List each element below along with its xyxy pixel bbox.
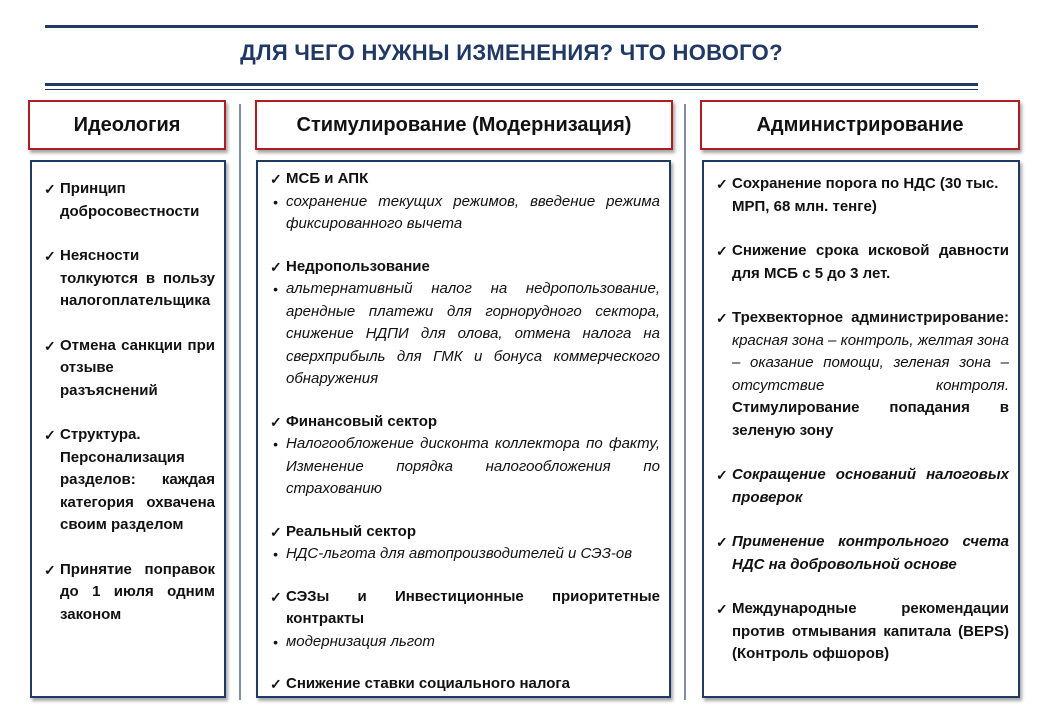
check-icon: ✓	[44, 427, 56, 443]
check-icon: ✓	[270, 676, 282, 692]
bullet-icon: •	[273, 281, 278, 297]
top-rule	[45, 25, 978, 28]
ideology-header-label: Идеология	[73, 113, 181, 136]
admin-panel	[702, 160, 1020, 698]
check-icon: ✓	[716, 176, 728, 192]
admin-item: ✓ Сохранение порога по НДС (30 тыс. МРП, 68 млн. тенге)	[716, 175, 999, 215]
ideology-item: ✓ Отмена санкции при отзыве разъяснений	[44, 336, 215, 399]
bullet-icon: •	[273, 193, 278, 210]
ideology-panel	[30, 160, 226, 698]
check-icon: ✓	[716, 243, 728, 259]
check-icon: ✓	[270, 171, 282, 187]
admin-item: ✓ Трехвекторное администрирование: красная зона – контроль, желтая зона – оказание помощи, зеленая зона – отсутствие контроля. Стимулирование попадания в зеленую зону	[716, 309, 1009, 439]
check-icon: ✓	[270, 588, 282, 605]
ideology-item: ✓ Структура. Персонализация разделов: каждая категория охвачена своим разделом	[44, 426, 215, 533]
stimulation-header-label: Стимулирование (Модернизация)	[296, 113, 632, 136]
stimulation-item-title: ✓ МСБ и АПК	[266, 168, 660, 191]
stimulation-item-detail: • модернизация льгот	[266, 631, 660, 654]
stimulation-item-title: ✓ СЭЗы и Инвестиционные приоритетные контракты	[270, 587, 660, 627]
admin-item: ✓ Сокращение оснований налоговых проверок	[716, 466, 1009, 506]
admin-header	[700, 100, 1020, 150]
stimulation-item-detail: • альтернативный налог на недропользование, арендные платежи для горнорудного сектора, снижение НДПИ для олова, отмена налога на сверхприбыль для ГМК и бонуса коммерческого обнаружения	[273, 280, 660, 387]
column-separator-right	[684, 104, 686, 700]
check-icon: ✓	[44, 561, 56, 578]
check-icon: ✓	[716, 467, 728, 483]
check-icon: ✓	[716, 310, 728, 326]
admin-item: ✓ Международные рекомендации против отмывания капитала (BEPS) (Контроль офшоров)	[716, 600, 1009, 662]
stimulation-header	[255, 100, 673, 150]
check-icon: ✓	[270, 413, 282, 430]
stimulation-item-detail: • Налогообложение дисконта коллектора по факту, Изменение порядка налогообложения по страхованию	[273, 435, 660, 497]
check-icon: ✓	[44, 248, 56, 264]
bullet-icon: •	[273, 633, 278, 650]
stimulation-item-title: ✓ Финансовый сектор	[266, 411, 660, 434]
admin-header-label: Администрирование	[756, 113, 964, 136]
admin-item: ✓ Применение контрольного счета НДС на добровольной основе	[716, 533, 1009, 573]
check-icon: ✓	[44, 181, 56, 197]
bullet-icon: •	[273, 546, 278, 562]
ideology-item: ✓ Принцип добросовестности	[44, 180, 200, 220]
stimulation-item-detail: • сохранение текущих режимов, введение режима фиксированного вычета	[273, 192, 660, 232]
admin-item: ✓ Снижение срока исковой давности для МСБ с 5 до 3 лет.	[716, 242, 1009, 282]
stimulation-panel	[256, 160, 671, 698]
stimulation-item-title: ✓ Реальный сектор	[266, 521, 660, 544]
check-icon: ✓	[270, 523, 282, 540]
stimulation-item-title: ✓ Недропользование	[266, 256, 660, 279]
ideology-header	[28, 100, 226, 150]
check-icon: ✓	[716, 601, 728, 617]
bullet-icon: •	[273, 436, 278, 452]
stimulation-item-detail: • НДС-льгота для автопроизводителей и СЭЗ-ов	[266, 543, 660, 566]
column-separator-left	[239, 104, 241, 700]
bottom-rule-thin	[45, 89, 978, 90]
bottom-rule-thick	[45, 83, 978, 86]
stimulation-item-title: ✓ Снижение ставки социального налога	[266, 673, 660, 696]
ideology-item: ✓ Принятие поправок до 1 июля одним законом	[44, 560, 215, 623]
check-icon: ✓	[44, 337, 56, 354]
page-title: ДЛЯ ЧЕГО НУЖНЫ ИЗМЕНЕНИЯ? ЧТО НОВОГО?	[240, 40, 783, 65]
check-icon: ✓	[270, 258, 282, 275]
ideology-item: ✓ Неясности толкуются в пользу налогоплательщика	[44, 247, 215, 309]
check-icon: ✓	[716, 534, 728, 550]
